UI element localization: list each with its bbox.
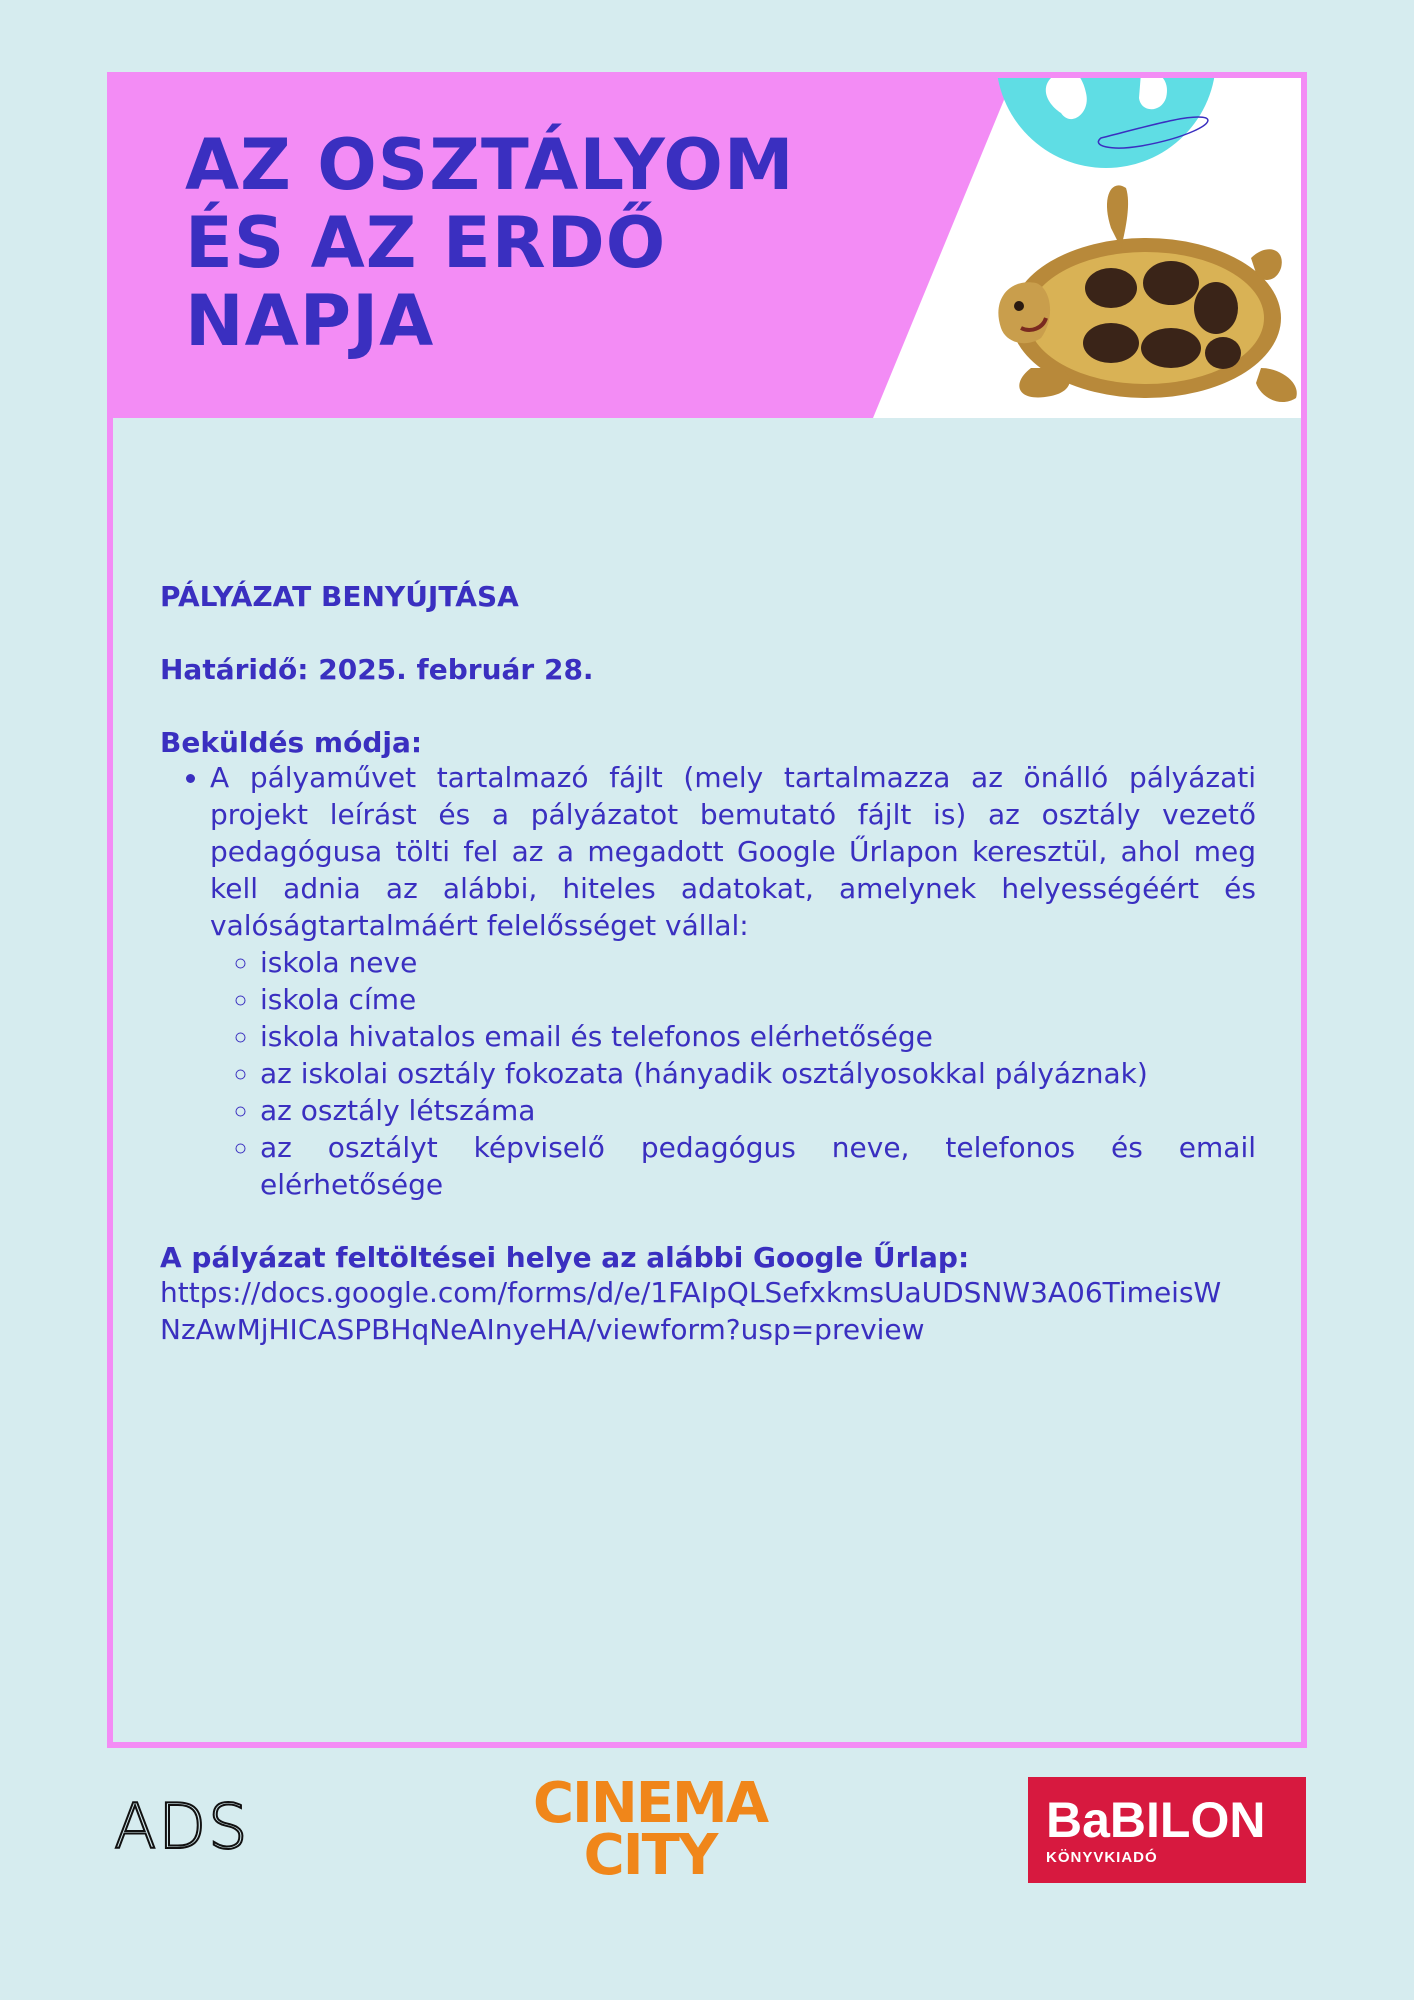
list-item: ◦ iskola címe bbox=[260, 981, 1256, 1018]
cinema-logo-line-1: CINEMA bbox=[532, 1771, 768, 1836]
ads-logo bbox=[114, 1796, 256, 1856]
babilon-name: BaBILON bbox=[1046, 1792, 1266, 1848]
deadline: Határidő: 2025. február 28. bbox=[160, 653, 594, 686]
title-line-3: NAPJA bbox=[185, 280, 435, 362]
submission-method-label: Beküldés módja: bbox=[160, 726, 423, 759]
cinema-city-logo bbox=[530, 1771, 770, 1888]
main-content bbox=[160, 580, 1256, 1348]
main-bullet-text: A pályaművet tartalmazó fájlt (mely tartalmazza az önálló pályázati projekt leírást és a pályázatot bemutató fájlt is) az osztály vezető pedagógusa tölti fel az a megadott Google Űrlapon keresztül, ahol meg kell adnia az alábbi, hiteles adatokat, amelynek helyességéért és valóságtartalmáért felelősséget vállal: bbox=[210, 761, 1256, 942]
page-title bbox=[185, 126, 795, 360]
title-line-2: ÉS AZ ERDŐ bbox=[185, 202, 667, 284]
babilon-logo bbox=[1028, 1777, 1306, 1883]
list-item: ◦ az iskolai osztály fokozata (hányadik osztályosokkal pályáznak) bbox=[260, 1055, 1256, 1092]
tortoise-icon bbox=[961, 168, 1301, 418]
list-item: ◦ az osztály létszáma bbox=[260, 1092, 1256, 1129]
babilon-subtitle: KÖNYVKIADÓ bbox=[1046, 1849, 1158, 1866]
list-item: ◦ iskola neve bbox=[260, 944, 1256, 981]
section-heading: PÁLYÁZAT BENYÚJTÁSA bbox=[160, 580, 519, 613]
form-link[interactable]: https://docs.google.com/forms/d/e/1FAIpQLSefxkmsUaUDSNW3A06TimeisWNzAwMjHICASPBHqNeAInyeHA/viewform?usp=preview bbox=[160, 1276, 1222, 1346]
footer-logos bbox=[0, 1760, 1414, 1900]
svg-text:ADS: ADS bbox=[114, 1796, 250, 1856]
list-item: ◦ az osztályt képviselő pedagógus neve, telefonos és email elérhetősége bbox=[260, 1129, 1256, 1203]
form-link-label: A pályázat feltöltései helye az alábbi Google Űrlap: bbox=[160, 1241, 970, 1274]
required-data-list bbox=[210, 944, 1256, 1203]
list-item bbox=[210, 759, 1256, 1203]
cinema-logo-line-2: CITY bbox=[583, 1823, 717, 1888]
submission-list bbox=[160, 759, 1256, 1203]
header-banner bbox=[113, 78, 1301, 418]
title-line-1: AZ OSZTÁLYOM bbox=[185, 124, 795, 206]
list-item: ◦ iskola hivatalos email és telefonos elérhetősége bbox=[260, 1018, 1256, 1055]
